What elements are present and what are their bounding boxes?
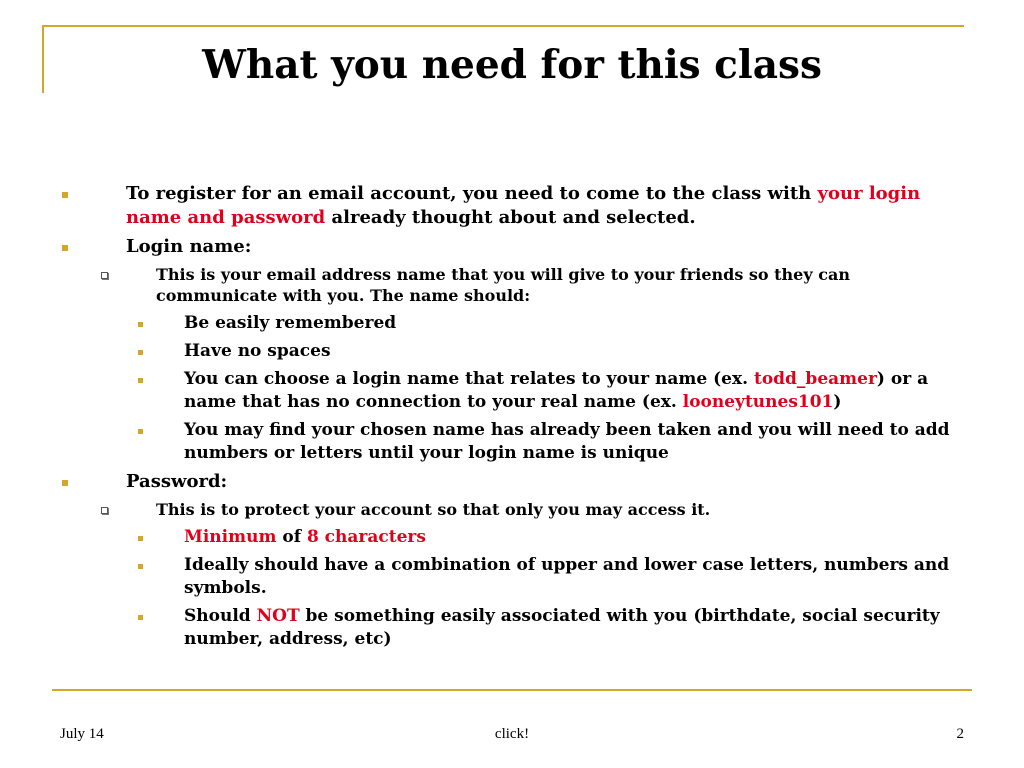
square-bullet-icon bbox=[62, 192, 68, 198]
list-item bbox=[0, 554, 1024, 600]
bullet-text: To register for an email account, you need to come to the class with bbox=[126, 183, 818, 204]
square-bullet-icon bbox=[62, 480, 68, 486]
example-login-name: looneytunes101 bbox=[682, 392, 834, 412]
example-login-name: todd_beamer bbox=[753, 369, 877, 389]
square-bullet-icon bbox=[138, 564, 143, 569]
highlight-text: your login name and password bbox=[126, 183, 921, 228]
list-item bbox=[0, 605, 1024, 651]
list-item bbox=[0, 312, 1024, 335]
square-bullet-icon bbox=[138, 615, 143, 620]
slide-title: What you need for this class bbox=[202, 42, 822, 88]
list-item-text: Be easily remembered bbox=[184, 313, 397, 333]
footer-date: July 14 bbox=[60, 726, 104, 742]
bullet-login-name bbox=[0, 235, 1024, 259]
footer-divider bbox=[52, 689, 972, 691]
bullet-password bbox=[0, 470, 1024, 494]
list-item bbox=[0, 340, 1024, 363]
bullet-text: Login name: bbox=[126, 236, 252, 257]
highlight-text: Minimum bbox=[184, 527, 277, 547]
square-bullet-icon bbox=[138, 429, 143, 434]
square-bullet-icon bbox=[138, 536, 143, 541]
list-item-text: Have no spaces bbox=[184, 341, 331, 361]
footer-center-text: click! bbox=[494, 726, 530, 742]
list-item-text: of bbox=[276, 527, 307, 547]
highlight-text: 8 characters bbox=[306, 527, 426, 547]
bullet-text: already thought about and selected. bbox=[325, 207, 696, 228]
list-item-text: Ideally should have a combination of upper and lower case letters, numbers and symbols. bbox=[184, 555, 950, 598]
list-item-text: Should bbox=[184, 606, 257, 626]
square-bullet-icon bbox=[138, 378, 143, 383]
bullet-text: Password: bbox=[126, 471, 228, 492]
sub-bullet-login-description bbox=[0, 264, 1024, 306]
square-bullet-icon bbox=[62, 245, 68, 251]
list-item bbox=[0, 526, 1024, 549]
sub-bullet-password-description bbox=[0, 499, 1024, 520]
square-bullet-icon bbox=[138, 322, 143, 327]
slide-number: 2 bbox=[956, 726, 964, 742]
sub-bullet-text: This is your email address name that you will give to your friends so they can communicate with you. The name should: bbox=[156, 265, 850, 305]
list-item-text: ) bbox=[833, 392, 842, 412]
list-item-text: ) or a name that has no connection to your real name (ex. bbox=[184, 369, 929, 412]
list-item bbox=[0, 419, 1024, 465]
square-bullet-icon bbox=[138, 350, 143, 355]
slide-content bbox=[0, 182, 1024, 656]
hollow-square-bullet-icon bbox=[101, 272, 108, 279]
highlight-text: NOT bbox=[256, 606, 300, 626]
bullet-register bbox=[0, 182, 1024, 230]
list-item bbox=[0, 368, 1024, 414]
title-frame-top-rule bbox=[42, 25, 964, 27]
list-item-text: You may find your chosen name has already been taken and you will need to add numbers or letters until your login name is unique bbox=[184, 420, 950, 463]
hollow-square-bullet-icon bbox=[101, 507, 108, 514]
sub-bullet-text: This is to protect your account so that only you may access it. bbox=[156, 500, 711, 519]
list-item-text: You can choose a login name that relates to your name (ex. bbox=[184, 369, 754, 389]
list-item-text: be something easily associated with you (birthdate, social security number, address, etc) bbox=[184, 606, 940, 649]
